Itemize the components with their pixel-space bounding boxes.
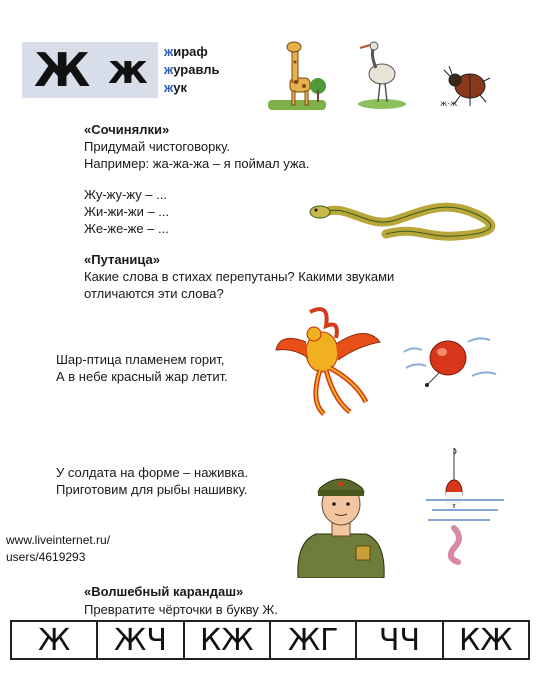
- section-title-sochinyalki: «Сочинялки»: [84, 122, 170, 137]
- letter-header: [22, 42, 158, 98]
- example-words: [164, 43, 220, 97]
- soldier-illustration: [292, 462, 390, 578]
- word-beetle: жук: [164, 80, 187, 95]
- watermark: www.liveinternet.ru/ users/4619293: [6, 533, 111, 564]
- strip-cell: КЖ: [458, 622, 513, 658]
- poem-firebird: Шар-птица пламенем горит, А в небе красный жар летит.: [56, 352, 228, 384]
- strip-cell: КЖ: [185, 622, 271, 658]
- section-title-magic-pencil: «Волшебный карандаш»: [84, 584, 244, 599]
- poem-soldier: У солдата на форме – наживка. Приготовим для рыбы нашивку.: [56, 465, 249, 497]
- letter-drawing-strip: [10, 620, 530, 660]
- section3-instruction: Превратите чёрточки в букву Ж.: [84, 602, 278, 617]
- firebird-illustration: [270, 302, 386, 418]
- giraffe-illustration: [268, 38, 326, 112]
- balloon-illustration: [398, 332, 502, 390]
- strip-cell: ЖЧ: [98, 622, 184, 658]
- section2-question: Какие слова в стихах перепутаны? Какими звуками отличаются эти слова?: [84, 269, 395, 301]
- strip-cell: ЧЧ: [357, 622, 443, 658]
- section1-instruction: Придумай чистоговорку. Например: жа-жа-жа – я поймал ужа.: [84, 139, 310, 171]
- fishing-float-illustration: [424, 448, 508, 566]
- snake-illustration: [306, 190, 496, 250]
- word-crane: журавль: [164, 62, 220, 77]
- lowercase-letter: ж: [108, 47, 148, 93]
- strip-cell: Ж: [12, 622, 98, 658]
- crane-illustration: [354, 40, 410, 110]
- section-title-putanitsa: «Путаница»: [84, 252, 161, 267]
- section1-patterns: Жу-жу-жу – ... Жи-жи-жи – ... Же-же-же – ...: [84, 187, 170, 236]
- svg-text:ж-ж: ж-ж: [440, 99, 458, 108]
- uppercase-letter: Ж: [34, 43, 91, 97]
- strip-cell: ЖГ: [271, 622, 357, 658]
- beetle-illustration: [440, 62, 492, 108]
- word-giraffe: жираф: [164, 44, 208, 59]
